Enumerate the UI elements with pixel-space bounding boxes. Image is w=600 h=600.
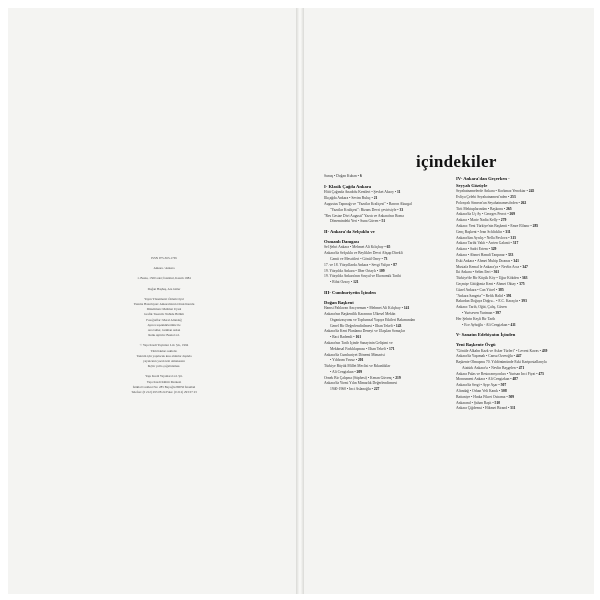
- entry-page-number: 329: [490, 247, 497, 252]
- entry-page-number: 315: [510, 235, 517, 240]
- entry-title: İki Ankara • Selim İleri •: [456, 270, 493, 275]
- entry-title: Ankara'da Yirmi Yılın Mimarlık Değerlendirmesi: [324, 381, 398, 386]
- entry-title: Ankara'nın Başkentlik Kararının Ülkesel Mekân: [324, 311, 396, 316]
- section-heading: Yeni Başkente Övgü: [456, 341, 496, 347]
- imprint-line: Tüm hakları saklıdır.: [150, 348, 178, 353]
- entry-page-number: 265: [506, 206, 512, 211]
- entry-page-number: 393: [521, 299, 527, 304]
- entry-page-number: 161: [355, 335, 362, 340]
- entry-title: Ankara • Sadri Ertem •: [456, 247, 490, 252]
- entry-title: Ankara'da Selçuklu ve Beylikler Devri Ahşap Direkli: [324, 251, 403, 256]
- contents-entry: [456, 323, 574, 329]
- imprint-line: Ara Güler, Gökhan Aslan: [147, 328, 181, 333]
- entry-title: Mustafa Kemal le Ankara'ya • Nevlin Arca •: [456, 264, 522, 269]
- book-spread: [8, 8, 594, 594]
- entry-title: Ankara'da Sergi • Ayşe Aşar •: [456, 383, 500, 388]
- entry-page-number: 227: [373, 387, 380, 392]
- contents-entry: [324, 280, 442, 286]
- entry-page-number: 391: [506, 293, 512, 298]
- entry-page-number: 65: [386, 245, 391, 250]
- imprint-line: Yayın Yönetmeni: Özlem Oyal: [144, 296, 184, 301]
- entry-title: Polonyalı Simeon'un Seyahatnamesi'nden •: [456, 200, 520, 205]
- contents-entry: [456, 406, 574, 412]
- entry-page-number: 87: [393, 262, 397, 267]
- entry-page-number: 201: [357, 358, 364, 363]
- entry-page-number: 511: [510, 406, 516, 411]
- imprint-line: hiçbir yolla çoğaltılamaz.: [147, 364, 181, 369]
- entry-title: "Yazıtlar Kraliçesi": Bizans Devri çevirisiyle •: [330, 207, 399, 212]
- entry-title: Altındağ • Orhan Veli Kanık •: [456, 389, 501, 394]
- entry-title: Augustus Tapınağı ve "Yazıtlar Kraliçesi" • Barron Akurgal: [324, 201, 412, 206]
- entry-title: "Ankara Sangeta" • Refik Halid •: [456, 293, 506, 298]
- contents-title: içindekiler: [416, 152, 497, 171]
- entry-page-number: 121: [353, 280, 359, 285]
- imprint-line: Düzeltmen: Mehmet Uysal: [146, 307, 182, 312]
- entry-page-number: 269: [509, 212, 516, 217]
- entry-title: Battaniye • Hınka Fikret Ostrama •: [456, 394, 508, 399]
- imprint-line: Fotoğraflar: Meral Altındağ: [146, 317, 182, 322]
- imprint-line: yayıncının yazılı izni olmaksızın: [143, 359, 185, 364]
- entry-page-number: 143: [395, 323, 402, 328]
- entry-page-number: 253: [510, 194, 516, 199]
- imprint-line: Yapı Kredi Yayınları Ltd. Şti.: [145, 374, 183, 379]
- imprint-line: 1. Baskı, 1500 adet; İstanbul, Kasım 1984: [137, 276, 191, 281]
- entry-title: Monrument Ankara • Ali Cengizkan •: [456, 377, 512, 382]
- entry-title: Geçmişe Gittiğimiz Kent • Ahmet Oktay •: [456, 281, 519, 286]
- entry-page-number: 347: [522, 264, 528, 269]
- entry-page-number: 245: [528, 189, 535, 194]
- imprint-line: İstiklal Caddesi No: 285 Beyoğlu 80050 İstanbul: [132, 384, 196, 389]
- contents-entry: [324, 219, 442, 225]
- entry-page-number: 361: [493, 270, 500, 275]
- entry-page-number: 471: [518, 365, 525, 370]
- entry-title: Ankara'nın Tarih İçinde Sanayinin Gelişimi ve: [324, 340, 393, 345]
- entry-title: Ankara Çiğdemsi • Hikmet Birand •: [456, 406, 510, 411]
- entry-title: Ankara • Marie Nadia Kelly •: [456, 218, 500, 223]
- entry-title: Mekânsal Farklılaşması • İlhan Tekeli •: [330, 346, 389, 351]
- imprint-line: Doğan Haşhaş, Ara Güler: [147, 286, 181, 291]
- imprint-line: ISSN 975-363-1765: [151, 256, 177, 260]
- entry-title: Hamsi Pahlavan Ancyrenum • Mehmet Ali Kılıçbay •: [324, 306, 403, 311]
- entry-page-number: 11: [397, 190, 401, 195]
- entry-title: Ankara Tarihi Vakfı • Arrien Galanti •: [456, 241, 512, 246]
- entry-title: Başkente Olmuşmu 70. Yıldönümünde Eski Kartpostallarıyla: [456, 360, 547, 365]
- entry-title: Evliya Çelebi Seyahatnamesi'nden •: [456, 194, 510, 199]
- entry-title: • Yurtseven Yurtman •: [462, 310, 495, 315]
- section-heading: Doğan Başkent: [324, 299, 354, 305]
- entry-title: Sunuş • Doğan Kuban •: [324, 174, 359, 178]
- left-page: [8, 8, 296, 594]
- entry-title: Örnek Bir Çalışma (Süphesi) • Kenan Güvenç •: [324, 375, 395, 380]
- section-heading: IV- Ankara'dan Geçerken -: [456, 176, 510, 181]
- entry-title: Güzel Ankara • Can Yücel •: [456, 287, 498, 292]
- entry-page-number: 510: [494, 400, 501, 405]
- entry-title: Ankara'da Cumhuriyet Dönemi Mimarisi: [324, 352, 385, 357]
- entry-page-number: 475: [538, 371, 544, 376]
- entry-title: Atatürk Ankara'sı • Nevlin Başgelen •: [462, 365, 518, 370]
- entry-title: Türkiye Büyük Millet Meclisi ve Rıkanlıklar: [324, 364, 391, 369]
- entry-title: Her Şehrin Keşfi Bir Tarih: [456, 316, 496, 321]
- entry-title: "Gönüle Alkahn Kazk ve Asker Türleri" • Levent Kavas •: [456, 348, 541, 353]
- entry-title: • Rifat Özsoy •: [330, 280, 353, 285]
- imprint-line: Yazıma Hazırlayan: Ankaralıların Ortak Kurulu: [133, 302, 195, 307]
- imprint-block: [104, 256, 224, 395]
- entry-title: "Res Gestae Divi Augusti" Yazıtı ve Ankara'nın Roma: [324, 213, 404, 218]
- entry-title: Camii ve Mescitleri • Gönül Öney •: [330, 256, 383, 261]
- entry-page-number: 219: [395, 375, 401, 380]
- section-heading: I- Klasik Çağda Ankara: [324, 183, 372, 189]
- entry-page-number: 6: [359, 174, 362, 178]
- entry-page-number: 411: [510, 322, 516, 327]
- entry-title: Ankara'da Kent Planlama Deneyi ve Ulaşılan Sonuçlar: [324, 329, 405, 334]
- entry-title: Ankara'dan Ayrılış • Nella Pavlova •: [456, 235, 510, 240]
- imprint-line: Grafik Tasarım: Nahide Bölüm: [144, 312, 184, 317]
- imprint-line: Ayrıca teşekkürlerimiz ile: [147, 322, 181, 327]
- entry-title: Ankara'da Yaşamak • Cansu Özveoğlu •: [456, 354, 515, 359]
- contents-column-left: [324, 174, 442, 393]
- section-heading: Osmanlı Damgası: [324, 238, 359, 244]
- entry-page-number: 21: [373, 196, 378, 201]
- entry-title: Ankara: Yeni Türkiye'nin Başkenti • Emre Elfanır •: [456, 223, 532, 228]
- imprint-line: Tanıtım için yapılacak kısa alıntılar dışında: [136, 353, 192, 358]
- entry-title: 19. Yüzyılda Ankara'nın Sosyal ve Ekonomik Tarihi: [324, 274, 401, 279]
- entry-page-number: 487: [512, 377, 518, 382]
- contents-entry: [324, 387, 442, 393]
- book-gutter: [296, 8, 304, 594]
- section-heading: V- Sanatın Edebiyatın İçinden: [456, 332, 516, 338]
- entry-title: 17. ve 18. Yüzyıllarda Ankara • Sevgi Yalçın •: [324, 262, 393, 267]
- imprint-line: Telefon: (0 212) 293 08 24 Faks: (0 212) 293 07 23: [131, 390, 197, 395]
- entry-page-number: 311: [505, 229, 511, 234]
- entry-page-number: 333: [507, 252, 514, 257]
- entry-page-number: 363: [521, 276, 528, 281]
- entry-page-number: 262: [520, 200, 527, 205]
- entry-title: Ankara Palas ve Restoransyonları • Yurtsan İnci Fiyat •: [456, 371, 538, 376]
- entry-page-number: 285: [532, 223, 539, 228]
- entry-title: Hitit Çağında Anadolu Kentleri • Şevket Aksoy •: [324, 190, 397, 195]
- contents-entry: [324, 174, 442, 180]
- entry-title: Genç Başkent • Jean Schlicklin •: [456, 229, 505, 234]
- entry-title: Ankaranıl • Şahan Raşit •: [456, 400, 494, 405]
- entry-page-number: 507: [500, 383, 507, 388]
- entry-title: • Raci Bademli •: [330, 335, 355, 340]
- entry-title: Organizasyonu ve Toplumsal Yapıya Etkileri Bakımından: [330, 317, 416, 322]
- section-heading: III- Cumhuriyetin İçinden: [324, 289, 376, 295]
- entry-page-number: 141: [403, 306, 410, 311]
- entry-title: İlkçağda Ankara • Sevim Buluç •: [324, 196, 373, 201]
- right-page: [304, 8, 594, 594]
- entry-title: • Yıldırım Yavuz •: [330, 358, 358, 363]
- entry-page-number: 508: [501, 389, 507, 394]
- contents-column-right: [456, 176, 574, 412]
- entry-page-number: 209: [356, 369, 363, 374]
- entry-title: Türkiye'de Bir Küçük Köy • Uğur Kökden •: [456, 276, 521, 281]
- entry-title: Genel Bir Değerlendirilmesi • İlhan Tekeli •: [330, 323, 395, 328]
- entry-title: • Ali Cengizkan •: [330, 369, 356, 374]
- entry-page-number: 73: [383, 256, 388, 261]
- entry-title: Bakırdan Doğuya Doğru... • E.C. Karaçöz •: [456, 299, 521, 304]
- entry-title: 1940-1960 • İnci Aslanoğlu •: [330, 387, 373, 392]
- entry-page-number: 447: [515, 354, 522, 359]
- entry-title: Seyahatnamelerde Ankara • Korkmaz Yenoktar •: [456, 189, 528, 194]
- entry-title: Ankara • Ahmet Hamdi Tanpınar •: [456, 252, 507, 257]
- entry-title: Tirit Mektuplarından • Başkonu •: [456, 206, 506, 211]
- entry-page-number: 341: [513, 258, 519, 263]
- section-heading: Seyyah Gözüyle: [456, 182, 488, 188]
- entry-title: Ankara'da Üç Ay • Georges Perrot •: [456, 212, 509, 217]
- section-heading: II- Ankara'da Selçuklu ve: [324, 229, 375, 235]
- entry-page-number: 439: [541, 348, 548, 353]
- imprint-line: Ankara / Ankara: [153, 266, 175, 271]
- entry-page-number: 279: [500, 218, 507, 223]
- entry-title: Dönemindeki Yeri • Suna Güven •: [330, 219, 381, 224]
- entry-page-number: 33: [399, 207, 404, 212]
- entry-title: 19. Yüzyılda Ankara • İlber Ortaylı •: [324, 268, 379, 273]
- entry-title: Ankara: Tarih, Öğüt, Çalış, Güven: [456, 305, 507, 310]
- entry-page-number: 385: [498, 287, 504, 292]
- entry-title: • Ece Ayhoğlu - Ali Cengizkan •: [462, 322, 510, 327]
- entry-page-number: 375: [519, 281, 525, 286]
- imprint-line: Yapı Kredi Kültür Merkezi: [146, 379, 182, 384]
- imprint-line: © Yapı Kredi Yayınları Ltd. Şti., 1994: [139, 343, 189, 348]
- entry-title: Eski Ankara • Ahmet Muhip Dıranas •: [456, 258, 513, 263]
- entry-title: Sel Şehri Ankara • Mehmet Ali Kılıçbay •: [324, 245, 386, 250]
- imprint-line: Renk Ayrımı: Baskı Ltd.: [148, 333, 180, 338]
- entry-page-number: 509: [508, 394, 515, 399]
- entry-page-number: 317: [512, 241, 519, 246]
- entry-page-number: 171: [389, 346, 395, 351]
- entry-page-number: 397: [495, 310, 501, 315]
- entry-page-number: 51: [381, 219, 386, 224]
- entry-page-number: 109: [379, 268, 385, 273]
